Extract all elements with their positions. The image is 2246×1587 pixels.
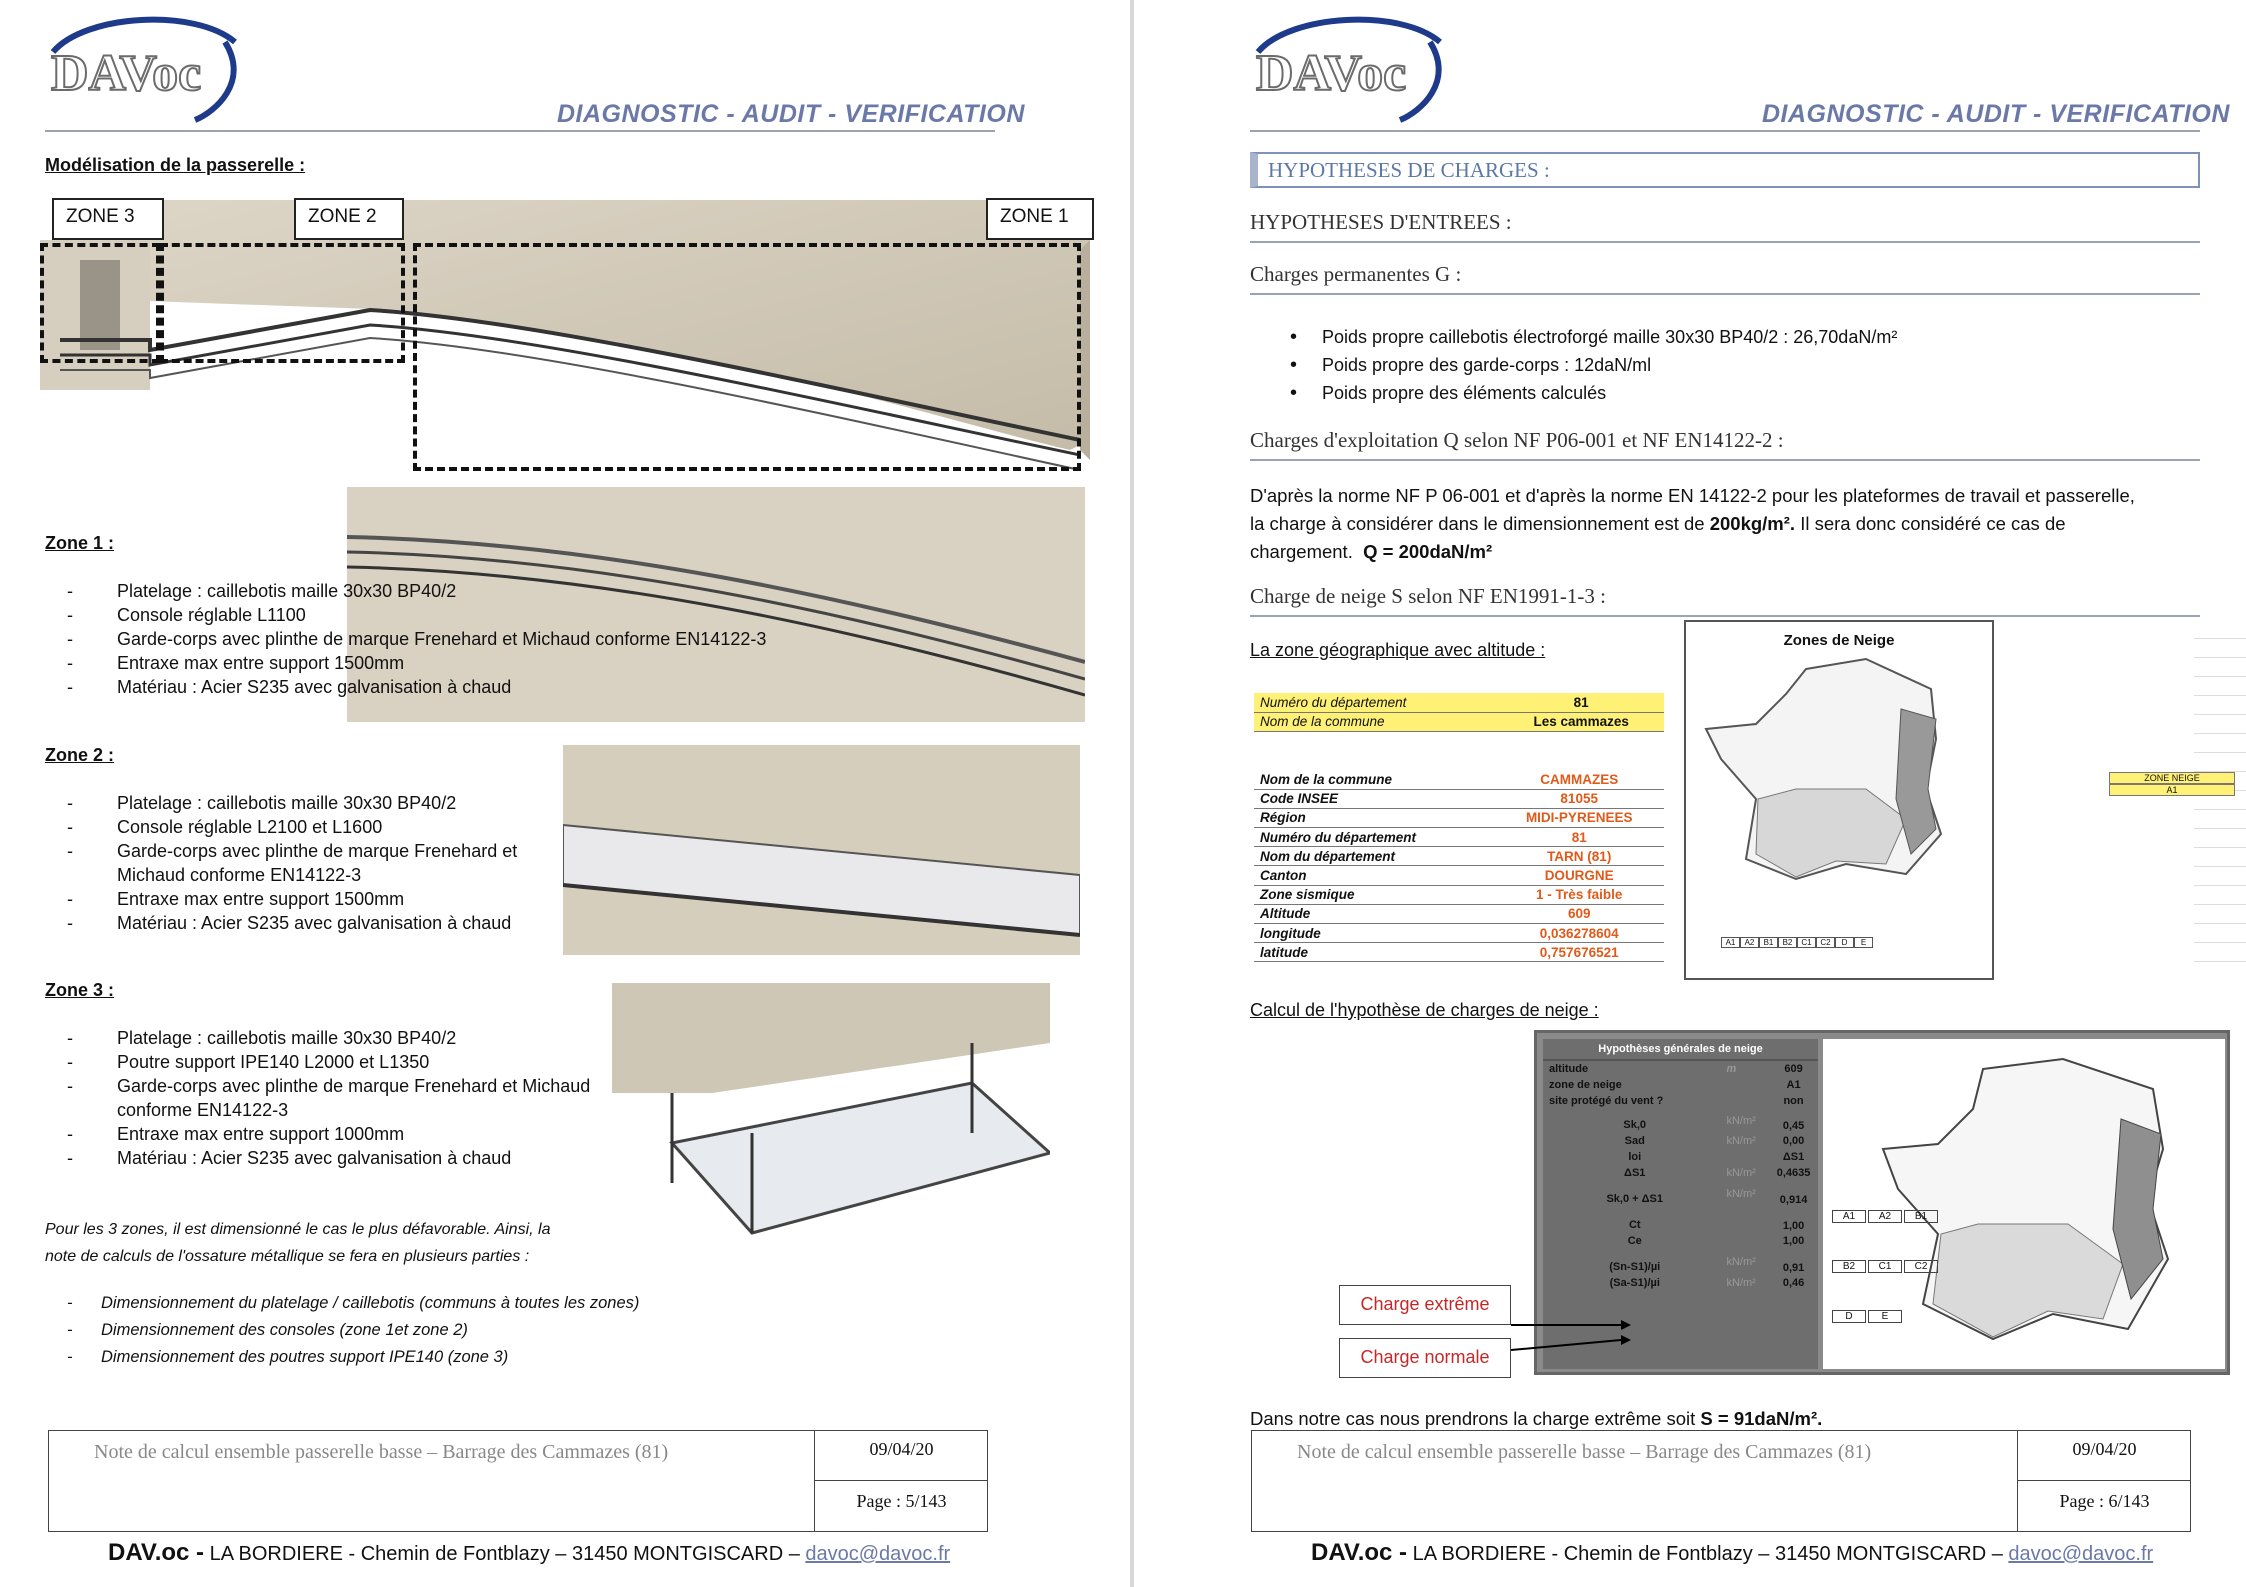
legend-item: B2 xyxy=(1832,1260,1866,1273)
zone3-item: - Platelage : caillebotis maille 30x30 BP40/2 xyxy=(45,1026,605,1050)
info-value: TARN (81) xyxy=(1494,847,1664,866)
legend-item: A2 xyxy=(1868,1210,1902,1223)
info-value: DOURGNE xyxy=(1494,866,1664,885)
zone1-item: - Platelage : caillebotis maille 30x30 BP40/2 xyxy=(45,579,865,603)
zone2-item: - Platelage : caillebotis maille 30x30 BP40/2 xyxy=(45,791,565,815)
info-label: Code INSEE xyxy=(1254,789,1494,808)
page-6 xyxy=(1134,0,2246,1587)
calc-unit: kN/m² xyxy=(1726,1115,1756,1127)
davoc-logo xyxy=(1250,12,1450,124)
calc-label: (Sn-S1)/µi xyxy=(1609,1261,1661,1273)
header-rule xyxy=(1250,130,2200,132)
footer-box xyxy=(48,1430,988,1532)
info-label: Canton xyxy=(1254,866,1494,885)
calc-value: 1,00 xyxy=(1782,1235,1805,1247)
perm-item: • Poids propre des éléments calculés xyxy=(1250,379,2150,407)
zone1-list xyxy=(45,579,865,699)
snow-calc-panel xyxy=(1534,1030,2230,1375)
zone2-list xyxy=(45,791,565,935)
logo-text: DAVoc xyxy=(51,45,202,102)
email-link[interactable]: davoc@davoc.fr xyxy=(805,1543,951,1565)
email-link[interactable]: davoc@davoc.fr xyxy=(2008,1543,2154,1565)
modelisation-title: Modélisation de la passerelle : xyxy=(45,155,306,175)
info-value: 0,036278604 xyxy=(1494,924,1664,943)
final-text: Dans notre cas nous prendrons la charge extrême soit xyxy=(1250,1408,1701,1429)
expl-text xyxy=(1250,482,2200,566)
calc-label: site protégé du vent ? xyxy=(1549,1095,1664,1107)
info-value: CAMMAZES xyxy=(1494,770,1664,789)
info-label: latitude xyxy=(1254,943,1494,962)
address-brand: DAV.oc - xyxy=(108,1539,205,1566)
info-value: 609 xyxy=(1494,904,1664,923)
address-text: LA BORDIERE - Chemin de Fontblazy – 31450 MONTGISCARD – xyxy=(204,1543,806,1565)
info-label: Zone sismique xyxy=(1254,885,1494,904)
dept-table xyxy=(1254,693,1664,732)
charge-arrows xyxy=(1511,1300,1631,1360)
zone2-item: - Console réglable L2100 et L1600 xyxy=(45,815,565,839)
davoc-logo xyxy=(45,12,245,124)
parts-list xyxy=(45,1290,845,1371)
expl-line-2a: la charge à considérer dans le dimensionnement est de xyxy=(1250,513,1710,534)
hyp-entrees-title: HYPOTHESES D'ENTREES : xyxy=(1250,210,2200,243)
footer-page: Page : 6/143 xyxy=(2059,1491,2150,1511)
calc-title: Calcul de l'hypothèse de charges de neige : xyxy=(1250,1000,1599,1020)
calc-unit: kN/m² xyxy=(1726,1135,1756,1147)
zone2-item: - Entraxe max entre support 1500mm xyxy=(45,887,565,911)
calc-value: 0,46 xyxy=(1782,1277,1805,1289)
snow-title: Charge de neige S selon NF EN1991-1-3 : xyxy=(1250,584,2200,617)
calc-legend xyxy=(1831,1209,1941,1324)
legend-item: B2 xyxy=(1778,937,1797,948)
calc-unit xyxy=(1726,1233,1769,1249)
calc-label: Sad xyxy=(1624,1135,1645,1147)
zone2-title: Zone 2 : xyxy=(45,745,115,765)
calc-label: Sk,0 + ΔS1 xyxy=(1606,1193,1663,1205)
calc-value: 0,00 xyxy=(1782,1135,1805,1147)
calc-unit: kN/m² xyxy=(1726,1167,1756,1179)
zone3-item: - Poutre support IPE140 L2000 et L1350 xyxy=(45,1050,605,1074)
info-label: longitude xyxy=(1254,924,1494,943)
zone-neige-label: ZONE NEIGE xyxy=(2109,772,2235,784)
zone1-item: - Console réglable L1100 xyxy=(45,603,865,627)
calc-label: Ce xyxy=(1627,1235,1642,1247)
zone-neige-value: A1 xyxy=(2109,784,2235,796)
footer-title: Note de calcul ensemble passerelle basse – Barrage des Cammazes (81) xyxy=(1297,1441,1872,1463)
zone3-outline xyxy=(40,243,160,363)
final-statement xyxy=(1250,1408,1822,1430)
info-value: 1 - Très faible xyxy=(1494,885,1664,904)
zone3-title: Zone 3 : xyxy=(45,980,115,1000)
zone3-item: - Entraxe max entre support 1000mm xyxy=(45,1122,605,1146)
legend-item: C1 xyxy=(1868,1260,1902,1273)
header-tagline: DIAGNOSTIC - AUDIT - VERIFICATION xyxy=(1762,100,2230,128)
conclusion xyxy=(45,1216,550,1270)
legend-item: D xyxy=(1832,1310,1866,1323)
info-value: 0,757676521 xyxy=(1494,943,1664,962)
calc-value: 0,4635 xyxy=(1776,1167,1811,1179)
footer-title: Note de calcul ensemble passerelle basse – Barrage des Cammazes (81) xyxy=(94,1441,669,1463)
zone1-item: - Matériau : Acier S235 avec galvanisation à chaud xyxy=(45,675,865,699)
legend-item: E xyxy=(1868,1310,1902,1323)
calc-value: 0,91 xyxy=(1782,1262,1805,1274)
calc-value: 0,45 xyxy=(1782,1120,1805,1132)
dept-value: 81 xyxy=(1498,693,1664,712)
legend-item: E xyxy=(1854,937,1873,948)
perm-title: Charges permanentes G : xyxy=(1250,262,2200,295)
footer-date: 09/04/20 xyxy=(2018,1431,2191,1481)
zone3-label: ZONE 3 xyxy=(52,198,164,240)
legend-item: B1 xyxy=(1904,1210,1938,1223)
dept-label: Numéro du département xyxy=(1254,693,1498,712)
calc-unit: m xyxy=(1726,1063,1737,1075)
header-rule xyxy=(45,130,995,132)
legend-item: A1 xyxy=(1832,1210,1866,1223)
zone1-item: - Garde-corps avec plinthe de marque Frenehard et Michaud conforme EN14122-3 xyxy=(45,627,865,651)
info-label: Région xyxy=(1254,808,1494,827)
expl-line-2c: Il sera donc considéré ce cas de xyxy=(1795,513,2066,534)
calc-unit: kN/m² xyxy=(1726,1277,1756,1289)
calc-value: A1 xyxy=(1786,1079,1801,1091)
commune-label: Nom de la commune xyxy=(1254,712,1498,731)
calc-value: non xyxy=(1783,1095,1804,1107)
commune-info-table xyxy=(1254,770,1664,962)
header-tagline: DIAGNOSTIC - AUDIT - VERIFICATION xyxy=(557,100,1025,128)
zone1-title: Zone 1 : xyxy=(45,533,115,553)
charge-normale-label: Charge normale xyxy=(1339,1338,1511,1378)
legend-item: D xyxy=(1835,937,1854,948)
calc-value: 609 xyxy=(1784,1063,1803,1075)
calc-value: ΔS1 xyxy=(1782,1151,1805,1163)
info-value: 81055 xyxy=(1494,789,1664,808)
calc-label: zone de neige xyxy=(1549,1079,1622,1091)
info-label: Numéro du département xyxy=(1254,828,1494,847)
legend-item: B1 xyxy=(1759,937,1778,948)
expl-line-3b: Q = 200daN/m² xyxy=(1363,541,1493,562)
address-brand: DAV.oc - xyxy=(1311,1539,1408,1566)
calc-unit xyxy=(1726,1149,1769,1165)
zone3-list xyxy=(45,1026,605,1170)
zone-neige-box xyxy=(2109,772,2235,796)
snow-map-panel xyxy=(1684,620,1994,980)
part-item: - Dimensionnement des consoles (zone 1et zone 2) xyxy=(45,1317,845,1344)
conclusion-line-2: note de calculs de l'ossature métallique se fera en plusieurs parties : xyxy=(45,1248,530,1265)
footer-meta xyxy=(2017,1431,2191,1531)
snow-map-title: Zones de Neige xyxy=(1783,632,1895,649)
calc-table xyxy=(1543,1061,1818,1291)
address-text: LA BORDIERE - Chemin de Fontblazy – 31450 MONTGISCARD – xyxy=(1407,1543,2009,1565)
calc-value: 0,914 xyxy=(1779,1194,1808,1206)
zone2-render xyxy=(563,745,1080,955)
legend-item: C2 xyxy=(1816,937,1835,948)
expl-line-1: D'après la norme NF P 06-001 et d'après la norme EN 14122-2 pour les plateformes de travail et passerelle, xyxy=(1250,485,2135,506)
info-label: Altitude xyxy=(1254,904,1494,923)
calc-unit xyxy=(1726,1077,1769,1093)
address-line xyxy=(108,1539,950,1567)
final-value: S = 91daN/m². xyxy=(1700,1408,1823,1429)
footer-meta xyxy=(814,1431,988,1531)
perm-item: • Poids propre caillebotis électroforgé maille 30x30 BP40/2 : 26,70daN/m² xyxy=(1250,323,2150,351)
commune-value: Les cammazes xyxy=(1498,712,1664,731)
zone2-item: - Matériau : Acier S235 avec galvanisation à chaud xyxy=(45,911,565,935)
zone3-render xyxy=(612,983,1050,1273)
calc-head: Hypothèses générales de neige xyxy=(1543,1039,1818,1061)
zone2-outline xyxy=(160,243,405,363)
address-line xyxy=(1311,1539,2153,1567)
info-label: Nom de la commune xyxy=(1254,770,1494,789)
perm-list xyxy=(1250,323,2150,407)
info-value: MIDI-PYRENEES xyxy=(1494,808,1664,827)
perm-item: • Poids propre des garde-corps : 12daN/ml xyxy=(1250,351,2150,379)
calc-map-area xyxy=(1823,1039,2225,1369)
footer-page: Page : 5/143 xyxy=(856,1491,947,1511)
legend-item: A1 xyxy=(1721,937,1740,948)
calc-unit xyxy=(1726,1207,1769,1233)
part-item: - Dimensionnement des poutres support IPE140 (zone 3) xyxy=(45,1344,845,1371)
info-value: 81 xyxy=(1494,828,1664,847)
snow-legend xyxy=(1721,937,1873,948)
france-snow-map xyxy=(1686,649,1992,899)
zone1-outline xyxy=(413,243,1081,471)
zone2-item: - Garde-corps avec plinthe de marque Frenehard et Michaud conforme EN14122-3 xyxy=(45,839,565,887)
calc-value: 1,00 xyxy=(1782,1220,1805,1232)
zone3-item: - Garde-corps avec plinthe de marque Frenehard et Michaud conforme EN14122-3 xyxy=(45,1074,605,1122)
expl-line-3a: chargement. xyxy=(1250,541,1353,562)
calc-unit: kN/m² xyxy=(1726,1256,1756,1268)
legend-item: C1 xyxy=(1797,937,1816,948)
spreadsheet-grid xyxy=(2194,620,2246,980)
legend-item: C2 xyxy=(1904,1260,1938,1273)
legend-item: A2 xyxy=(1740,937,1759,948)
part-item: - Dimensionnement du platelage / caillebotis (communs à toutes les zones) xyxy=(45,1290,845,1317)
expl-title: Charges d'exploitation Q selon NF P06-001 et NF EN14122-2 : xyxy=(1250,428,2200,461)
calc-unit xyxy=(1726,1093,1769,1109)
calc-label: ΔS1 xyxy=(1624,1167,1646,1179)
calc-label: Sk,0 xyxy=(1623,1119,1647,1131)
conclusion-line-1: Pour les 3 zones, il est dimensionné le cas le plus défavorable. Ainsi, la xyxy=(45,1221,551,1238)
charge-extreme-label: Charge extrême xyxy=(1339,1285,1511,1325)
info-label: Nom du département xyxy=(1254,847,1494,866)
calc-label: loi xyxy=(1628,1151,1642,1163)
footer-date: 09/04/20 xyxy=(815,1431,988,1481)
expl-line-2b: 200kg/m². xyxy=(1709,513,1796,534)
zone2-label: ZONE 2 xyxy=(294,198,404,240)
logo-text: DAVoc xyxy=(1256,45,1407,102)
zone3-item: - Matériau : Acier S235 avec galvanisation à chaud xyxy=(45,1146,605,1170)
footer-box xyxy=(1251,1430,2191,1532)
geo-title: La zone géographique avec altitude : xyxy=(1250,640,1546,660)
zone1-label: ZONE 1 xyxy=(986,198,1094,240)
calc-label: altitude xyxy=(1549,1063,1589,1075)
calc-label: (Sa-S1)/µi xyxy=(1609,1277,1660,1289)
calc-label: Ct xyxy=(1628,1219,1641,1231)
hyp-charges-title: HYPOTHESES DE CHARGES : xyxy=(1250,152,2200,188)
calc-unit: kN/m² xyxy=(1726,1188,1756,1200)
zone1-item: - Entraxe max entre support 1500mm xyxy=(45,651,865,675)
